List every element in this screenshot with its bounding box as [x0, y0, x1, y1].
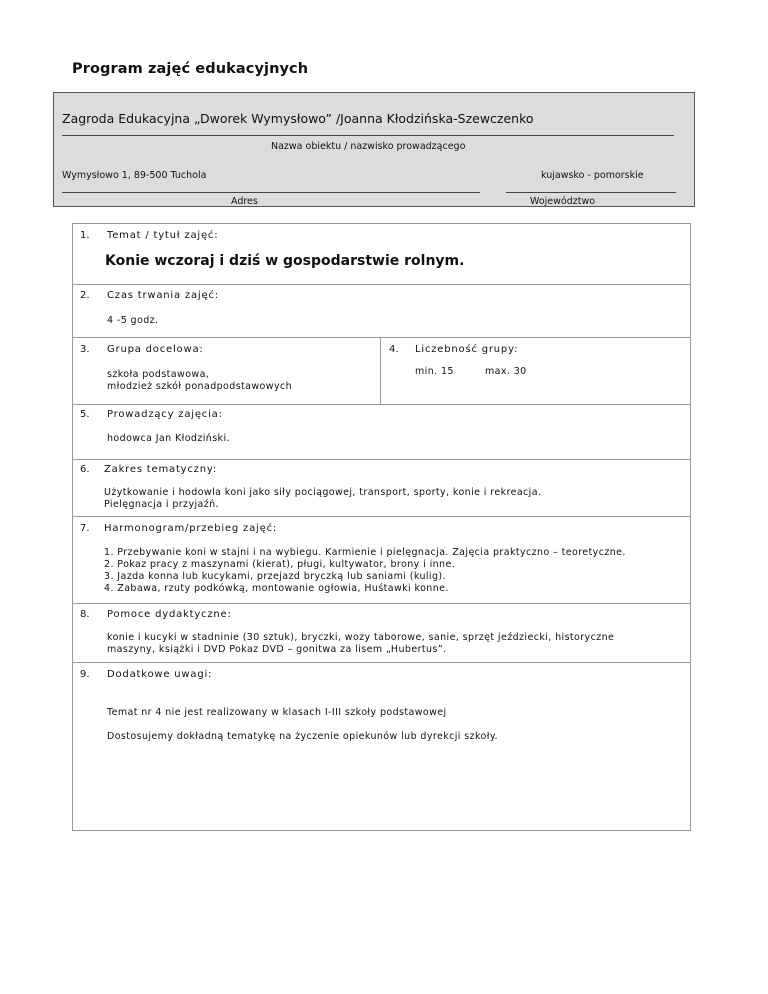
- instructor-value: hodowca Jan Kłodziński.: [107, 433, 230, 444]
- voivodeship-caption: Województwo: [530, 196, 596, 207]
- address-underline: [62, 192, 480, 193]
- section-number: 6.: [80, 464, 90, 475]
- row-divider: [72, 284, 691, 285]
- section-number: 9.: [80, 669, 90, 680]
- row-divider: [72, 603, 691, 604]
- address-value: Wymysłowo 1, 89-500 Tuchola: [62, 170, 207, 181]
- duration-label: Czas trwania zajęć:: [107, 290, 219, 301]
- topic-label: Temat / tytuł zajęć:: [107, 230, 219, 241]
- row-divider: [72, 404, 691, 405]
- voivodeship-value: kujawsko - pomorskie: [541, 170, 644, 181]
- facility-underline: [62, 135, 674, 136]
- scope-line: Pielęgnacja i przyjaźń.: [104, 499, 219, 510]
- row-divider: [72, 459, 691, 460]
- teaching-aids-label: Pomoce dydaktyczne:: [107, 609, 232, 620]
- instructor-label: Prowadzący zajęcia:: [107, 409, 223, 420]
- topic-value: Konie wczoraj i dziś w gospodarstwie rolnym.: [105, 253, 465, 269]
- section-number: 3.: [80, 344, 90, 355]
- schedule-item: 4. Zabawa, rzuty podkówką, montowanie ogłowia, Huśtawki konne.: [104, 583, 449, 594]
- scope-label: Zakres tematyczny:: [104, 464, 218, 475]
- target-group-line: młodzież szkół ponadpodstawowych: [107, 381, 293, 392]
- row-divider: [72, 337, 691, 338]
- scope-line: Użytkowanie i hodowla koni jako siły pociągowej, transport, sporty, konie i rekreacja.: [104, 487, 542, 498]
- facility-name: Zagroda Edukacyjna „Dworek Wymysłowo” /Joanna Kłodzińska-Szewczenko: [62, 111, 534, 126]
- additional-notes-label: Dodatkowe uwagi:: [107, 669, 213, 680]
- schedule-item: 3. Jazda konna lub kucykami, przejazd bryczką lub saniami (kulig).: [104, 571, 446, 582]
- column-divider: [380, 337, 381, 404]
- group-size-label: Liczebność grupy:: [415, 344, 519, 355]
- schedule-item: 1. Przebywanie koni w stajni i na wybiegu. Karmienie i pielęgnacja. Zajęcia praktyczno – teoretyczne.: [104, 547, 626, 558]
- schedule-item: 2. Pokaz pracy z maszynami (kierat), pługi, kultywator, brony i inne.: [104, 559, 456, 570]
- duration-value: 4 -5 godz.: [107, 315, 159, 326]
- section-number: 8.: [80, 609, 90, 620]
- page-title: Program zajęć edukacyjnych: [72, 61, 309, 77]
- facility-caption: Nazwa obiektu / nazwisko prowadzącego: [271, 141, 466, 152]
- row-divider: [72, 662, 691, 663]
- target-group-line: szkoła podstawowa,: [107, 369, 210, 380]
- additional-note: Dostosujemy dokładną tematykę na życzenie opiekunów lub dyrekcji szkoły.: [107, 731, 498, 742]
- row-divider: [72, 516, 691, 517]
- group-size-max: max. 30: [485, 366, 527, 377]
- section-number: 1.: [80, 230, 90, 241]
- voivodeship-underline: [506, 192, 676, 193]
- schedule-label: Harmonogram/przebieg zajęć:: [104, 523, 278, 534]
- address-caption: Adres: [231, 196, 258, 207]
- additional-note: Temat nr 4 nie jest realizowany w klasach I-III szkoły podstawowej: [107, 707, 447, 718]
- section-number: 4.: [389, 344, 399, 355]
- teaching-aids-line: maszyny, książki i DVD Pokaz DVD – gonitwa za lisem „Hubertus”.: [107, 644, 447, 655]
- teaching-aids-line: konie i kucyki w stadninie (30 sztuk), bryczki, wozy taborowe, sanie, sprzęt jeździecki, historyczne: [107, 632, 615, 643]
- target-group-label: Grupa docelowa:: [107, 344, 204, 355]
- group-size-min: min. 15: [415, 366, 454, 377]
- section-number: 2.: [80, 290, 90, 301]
- section-number: 7.: [80, 523, 90, 534]
- section-number: 5.: [80, 409, 90, 420]
